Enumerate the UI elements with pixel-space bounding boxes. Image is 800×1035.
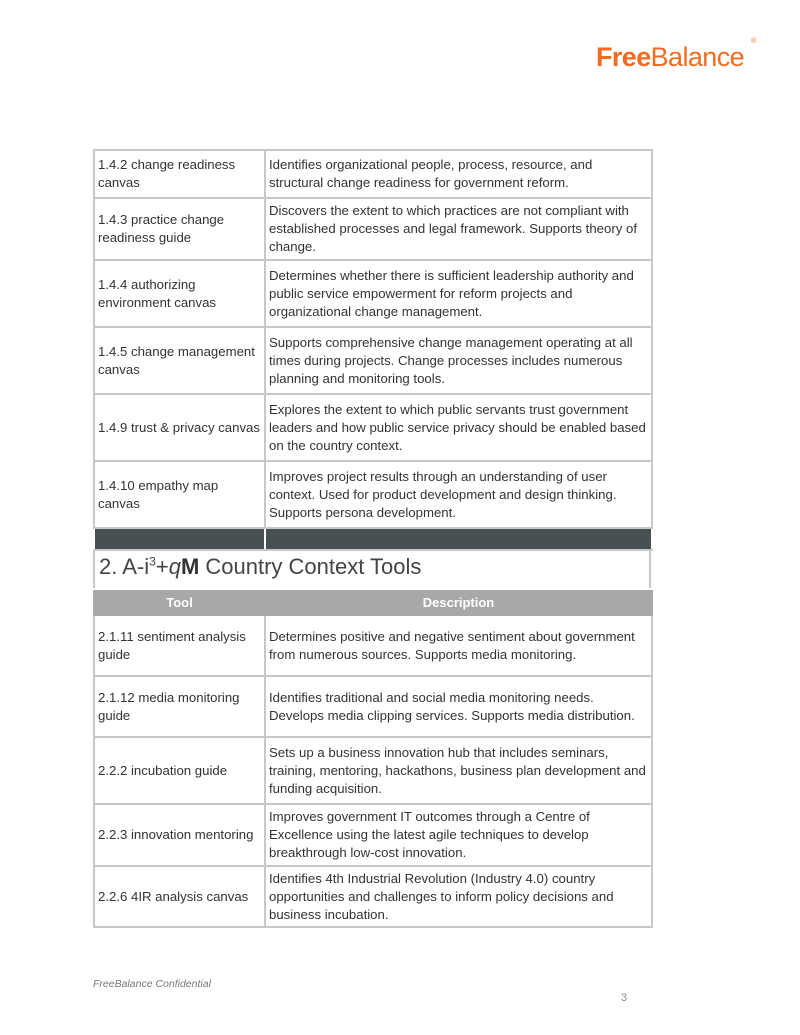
table-row: [94, 866, 652, 927]
tool-cell: 1.4.3 practice change readiness guide: [94, 198, 265, 260]
table-row: [94, 327, 652, 394]
table-row: [94, 461, 652, 528]
section-title-superscript: 3: [149, 554, 156, 569]
description-cell: Identifies organizational people, process, resource, and structural change readiness for government reform.: [265, 150, 652, 198]
divider-cell: [94, 528, 265, 550]
column-header-description: Description: [265, 591, 652, 615]
table-row: [94, 198, 652, 260]
description-cell: Identifies traditional and social media monitoring needs. Develops media clipping services. Supports media distribution.: [265, 676, 652, 737]
description-cell: Determines positive and negative sentiment about government from numerous sources. Supports media monitoring.: [265, 615, 652, 676]
section-divider-row: [94, 528, 652, 550]
tool-cell: 1.4.5 change management canvas: [94, 327, 265, 394]
description-cell: Improves project results through an understanding of user context. Used for product development and design thinking. Supports persona development.: [265, 461, 652, 528]
section-title-prefix: 2. A-i: [99, 554, 150, 579]
description-cell: Sets up a business innovation hub that includes seminars, training, mentoring, hackathons, business plan development and funding acquisition.: [265, 737, 652, 804]
section-title: [99, 554, 421, 580]
description-cell: Discovers the extent to which practices are not compliant with established processes and legal framework. Supports theory of change.: [265, 198, 652, 260]
tool-cell: 2.2.6 4IR analysis canvas: [94, 866, 265, 927]
column-header-tool: Tool: [94, 591, 265, 615]
tool-cell: 1.4.9 trust & privacy canvas: [94, 394, 265, 461]
logo-wordmark: [596, 40, 744, 74]
description-cell: Determines whether there is sufficient leadership authority and public service empowerment for reform projects and organizational change management.: [265, 260, 652, 327]
description-cell: Identifies 4th Industrial Revolution (Industry 4.0) country opportunities and challenges to inform policy decisions and business incubation.: [265, 866, 652, 927]
description-cell: Improves government IT outcomes through a Centre of Excellence using the latest agile techniques to develop breakthrough low-cost innovation.: [265, 804, 652, 866]
table-row: [94, 394, 652, 461]
divider-cell: [265, 528, 652, 550]
country-context-tools-table: [93, 590, 653, 928]
table-row: [94, 260, 652, 327]
logo-balance: Balance: [650, 42, 745, 72]
tool-cell: 1.4.4 authorizing environment canvas: [94, 260, 265, 327]
table-row: [94, 737, 652, 804]
tool-cell: 2.2.3 innovation mentoring: [94, 804, 265, 866]
tool-cell: 2.1.12 media monitoring guide: [94, 676, 265, 737]
tool-cell: 1.4.10 empathy map canvas: [94, 461, 265, 528]
section-heading: [93, 550, 651, 588]
freebalance-logo: [596, 40, 756, 74]
footer-confidential: FreeBalance Confidential: [93, 978, 211, 990]
description-cell: Supports comprehensive change management operating at all times during projects. Change processes includes numerous planning and monitoring tools.: [265, 327, 652, 394]
table-header-row: [94, 591, 652, 615]
logo-registered-mark: ®: [751, 38, 757, 45]
tool-cell: 2.2.2 incubation guide: [94, 737, 265, 804]
table-row: [94, 615, 652, 676]
section-title-m: M: [180, 554, 200, 579]
logo-free: Free: [596, 42, 651, 72]
page-number: 3: [621, 992, 628, 1004]
section-title-q: q: [168, 554, 181, 579]
table-row: [94, 150, 652, 198]
tools-table-continued: [93, 149, 653, 551]
table-row: [94, 676, 652, 737]
tool-cell: 2.1.11 sentiment analysis guide: [94, 615, 265, 676]
tool-cell: 1.4.2 change readiness canvas: [94, 150, 265, 198]
table-row: [94, 804, 652, 866]
section-title-plus: +: [155, 554, 169, 579]
description-cell: Explores the extent to which public servants trust government leaders and how public service privacy should be enabled based on the country context.: [265, 394, 652, 461]
section-title-suffix: Country Context Tools: [199, 554, 422, 579]
